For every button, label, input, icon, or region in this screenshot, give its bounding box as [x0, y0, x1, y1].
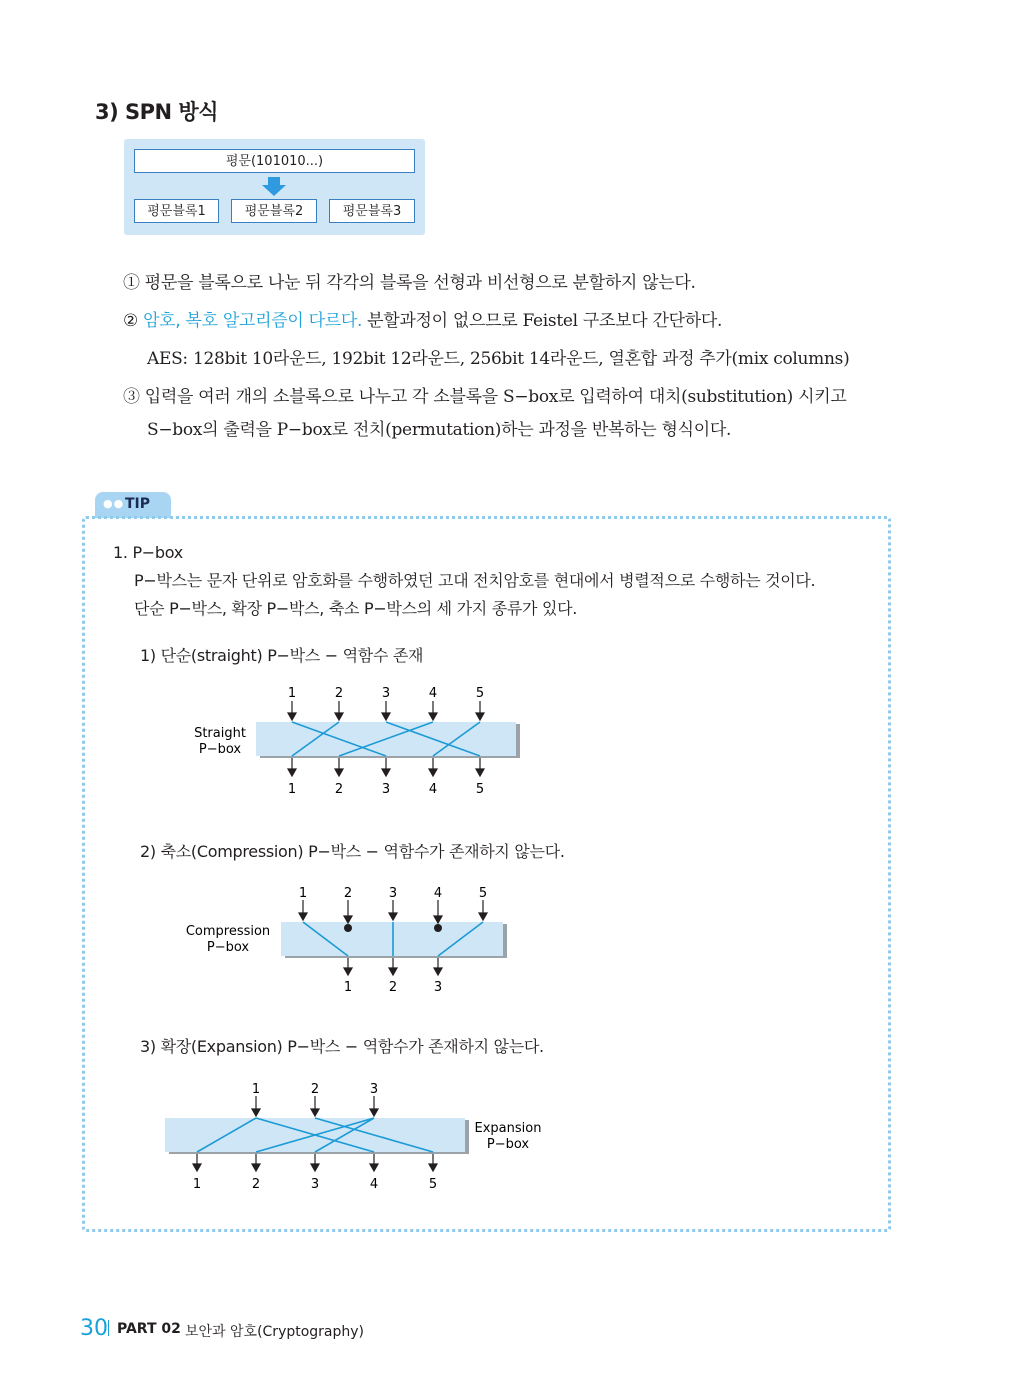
compression-input-4: 4 — [433, 886, 443, 901]
arrow-icon — [434, 916, 442, 923]
arrow-icon — [252, 1164, 260, 1171]
expansion-label-1: Expansion — [474, 1121, 542, 1136]
tip-heading: 1. P−box — [113, 543, 183, 562]
plaintext-block-2: 평문블록2 — [231, 199, 317, 223]
item-2-marker: ② — [123, 311, 138, 331]
item-1: ① 평문을 블록으로 나눈 뒤 각각의 블록을 선형과 비선형으로 분할하지 않는다. — [123, 273, 696, 293]
arrow-icon — [299, 913, 307, 920]
arrow-icon — [389, 913, 397, 920]
compression-input-5: 5 — [478, 886, 488, 901]
item-2 — [123, 310, 722, 332]
arrow-icon — [288, 769, 296, 776]
arrow-icon — [429, 713, 437, 720]
straight-pbox-diagram — [180, 680, 540, 800]
footer-part: PART 02 — [117, 1321, 181, 1337]
item-2-rest: 분할과정이 없으므로 Feistel 구조보다 간단하다. — [367, 311, 723, 331]
compression-output-2: 2 — [388, 980, 398, 995]
straight-input-1: 1 — [287, 686, 297, 701]
arrow-icon — [434, 968, 442, 975]
expansion-input-1: 1 — [251, 1082, 261, 1097]
item-3-line-1: ③ 입력을 여러 개의 소블록으로 나누고 각 소블록을 S−box로 입력하여 대치(substitution) 시키고 — [123, 387, 847, 407]
tip-label: TIP — [125, 496, 151, 512]
compression-label-1: Compression — [185, 924, 271, 939]
straight-output-5: 5 — [475, 782, 485, 797]
plaintext-box: 평문(101010...) — [134, 149, 415, 173]
expansion-label-2: P−box — [486, 1137, 530, 1152]
straight-input-4: 4 — [428, 686, 438, 701]
footer-chapter: 보안과 암호(Cryptography) — [185, 1324, 365, 1340]
tip-dots-icon: ●● — [103, 497, 125, 510]
dropped-input-dot — [434, 924, 442, 932]
arrow-icon — [370, 1164, 378, 1171]
expansion-input-3: 3 — [369, 1082, 379, 1097]
arrow-icon — [476, 713, 484, 720]
arrow-icon — [479, 913, 487, 920]
down-arrow-icon — [262, 177, 286, 197]
compression-label-2: P−box — [206, 940, 250, 955]
tip-desc-line-2: 단순 P−박스, 확장 P−박스, 축소 P−박스의 세 가지 종류가 있다. — [134, 599, 578, 618]
aes-note: AES: 128bit 10라운드, 192bit 12라운드, 256bit 14라운드, 열혼합 과정 추가(mix columns) — [147, 349, 850, 369]
straight-input-5: 5 — [475, 686, 485, 701]
expansion-pbox-title: 3) 확장(Expansion) P−박스 − 역함수가 존재하지 않는다. — [140, 1037, 544, 1056]
expansion-output-2: 2 — [251, 1177, 261, 1192]
straight-output-3: 3 — [381, 782, 391, 797]
straight-label-2: P−box — [198, 742, 242, 757]
straight-input-2: 2 — [334, 686, 344, 701]
arrow-icon — [311, 1164, 319, 1171]
arrow-icon — [311, 1109, 319, 1116]
straight-output-4: 4 — [428, 782, 438, 797]
spn-diagram — [124, 139, 425, 235]
plaintext-block-3: 평문블록3 — [329, 199, 415, 223]
footer-divider — [108, 1320, 109, 1336]
page-number: 30 — [80, 1316, 108, 1341]
arrow-icon — [288, 713, 296, 720]
compression-pbox-diagram — [180, 880, 520, 1000]
expansion-pbox-diagram — [160, 1075, 560, 1195]
arrow-icon — [335, 769, 343, 776]
arrow-icon — [429, 769, 437, 776]
plaintext-block-1: 평문블록1 — [134, 199, 219, 223]
straight-input-3: 3 — [381, 686, 391, 701]
tip-desc-line-1: P−박스는 문자 단위로 암호화를 수행하였던 고대 전치암호를 현대에서 병렬적으로 수행하는 것이다. — [134, 571, 816, 590]
straight-pbox-title: 1) 단순(straight) P−박스 − 역함수 존재 — [140, 646, 424, 665]
expansion-output-5: 5 — [428, 1177, 438, 1192]
arrow-icon — [335, 713, 343, 720]
straight-output-2: 2 — [334, 782, 344, 797]
section-title: 3) SPN 방식 — [95, 100, 218, 124]
expansion-output-3: 3 — [310, 1177, 320, 1192]
compression-pbox-title: 2) 축소(Compression) P−박스 − 역함수가 존재하지 않는다. — [140, 842, 565, 861]
arrow-icon — [344, 968, 352, 975]
straight-output-1: 1 — [287, 782, 297, 797]
expansion-output-4: 4 — [369, 1177, 379, 1192]
straight-label-1: Straight — [194, 726, 246, 741]
arrow-icon — [344, 916, 352, 923]
compression-input-3: 3 — [388, 886, 398, 901]
compression-box — [281, 922, 503, 956]
arrow-icon — [476, 769, 484, 776]
compression-input-1: 1 — [298, 886, 308, 901]
expansion-input-2: 2 — [310, 1082, 320, 1097]
item-2-highlight: 암호, 복호 알고리즘이 다르다. — [143, 311, 363, 331]
arrow-icon — [370, 1109, 378, 1116]
compression-output-1: 1 — [343, 980, 353, 995]
compression-input-2: 2 — [343, 886, 353, 901]
arrow-icon — [389, 968, 397, 975]
item-3-line-2: S−box의 출력을 P−box로 전치(permutation)하는 과정을 반복하는 형식이다. — [147, 420, 732, 440]
arrow-icon — [429, 1164, 437, 1171]
arrow-icon — [193, 1164, 201, 1171]
expansion-output-1: 1 — [192, 1177, 202, 1192]
arrow-icon — [252, 1109, 260, 1116]
compression-output-3: 3 — [433, 980, 443, 995]
arrow-icon — [382, 713, 390, 720]
arrow-icon — [382, 769, 390, 776]
dropped-input-dot — [344, 924, 352, 932]
